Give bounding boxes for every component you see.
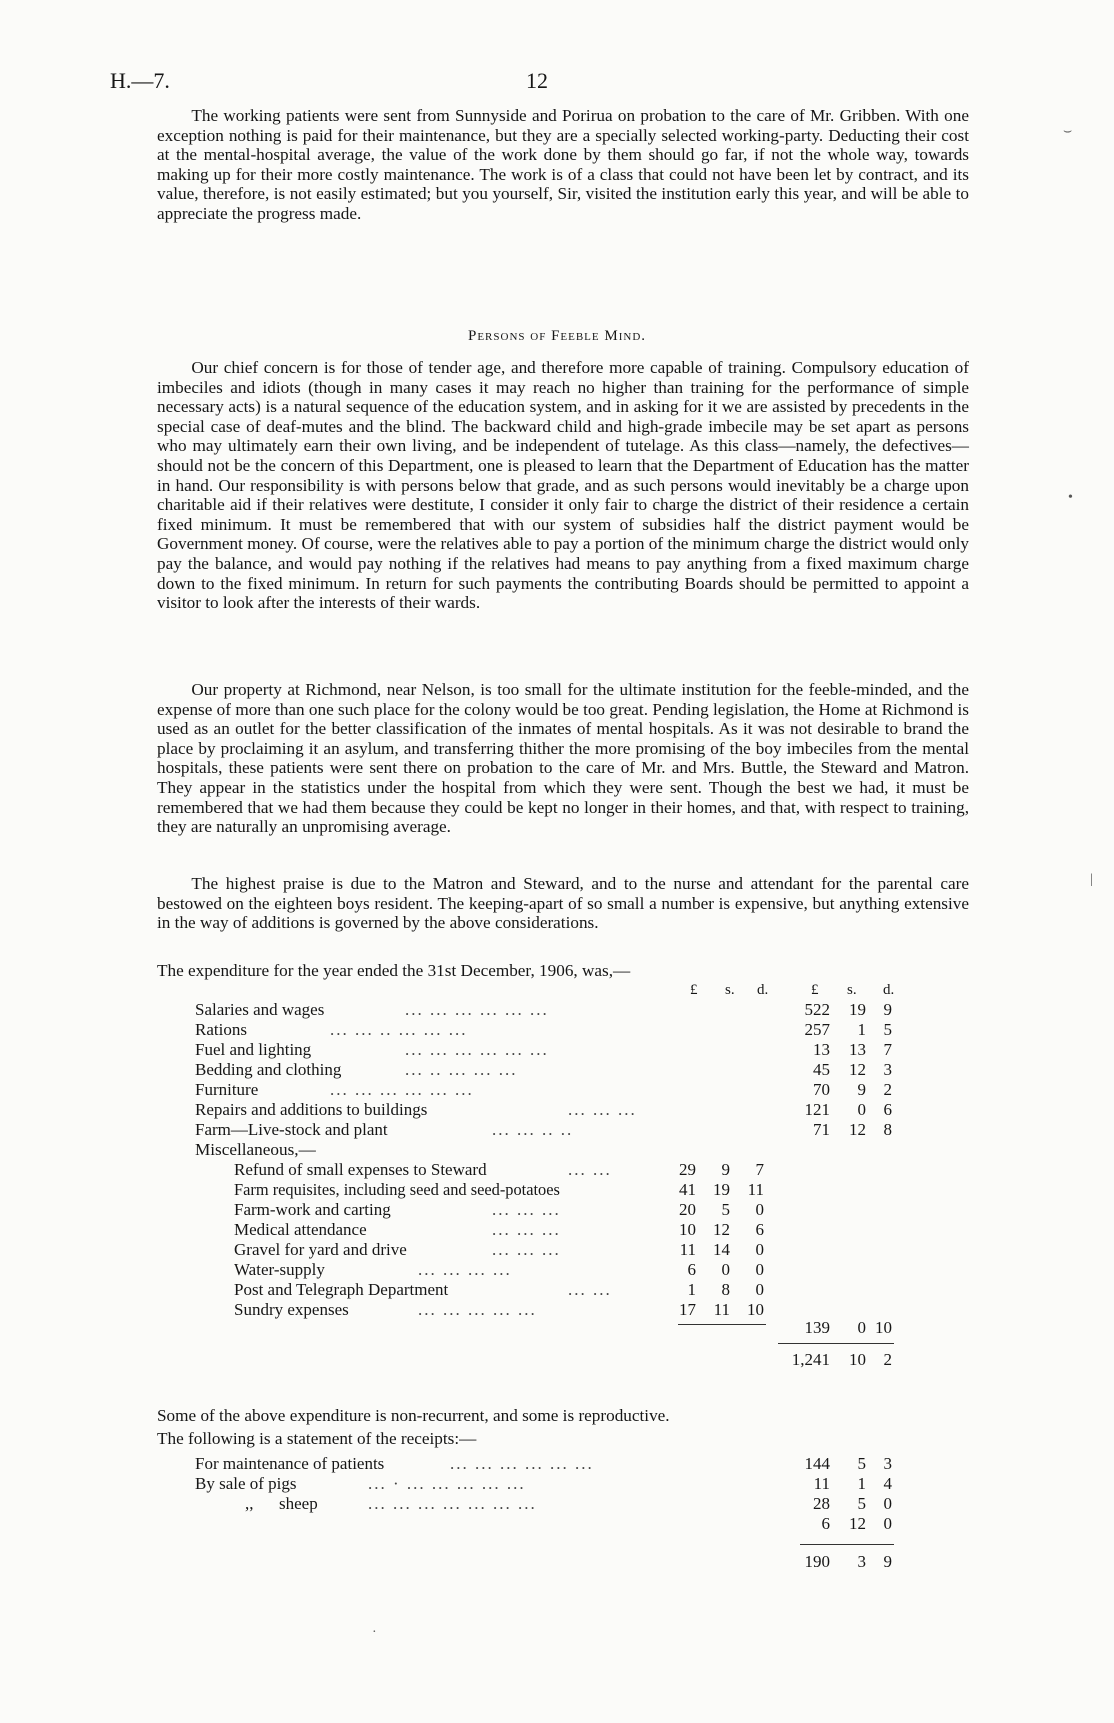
leader-dots: ... .. ... ... ... <box>405 1060 518 1079</box>
amount-shillings: 1 <box>857 1474 866 1493</box>
receipts-intro: The following is a statement of the receipts:— <box>157 1429 477 1448</box>
amount-pounds: 20 <box>679 1200 696 1219</box>
expenditure-row <box>0 1060 1114 1080</box>
amount-shillings: 1 <box>857 1020 866 1039</box>
amount-pounds: 11 <box>813 1474 830 1493</box>
expenditure-row <box>0 1120 1114 1140</box>
expenditure-row <box>0 1040 1114 1060</box>
item-label: Refund of small expenses to Steward <box>234 1160 487 1179</box>
misc-row <box>0 1220 1114 1240</box>
item-label: ,, sheep <box>245 1494 318 1513</box>
amount-pence: 7 <box>755 1160 764 1179</box>
amount-pounds: 13 <box>813 1040 830 1059</box>
grand-total-pence: 2 <box>883 1350 892 1369</box>
amount-shillings: 9 <box>721 1160 730 1179</box>
series-code: H.—7. <box>110 68 170 93</box>
receipt-row <box>0 1474 1114 1494</box>
leader-dots: ... ... ... ... <box>418 1260 512 1279</box>
col-head-shillings-total: s. <box>847 982 857 998</box>
item-label: Sundry expenses <box>234 1300 349 1319</box>
item-label: Farm-work and carting <box>234 1200 391 1219</box>
leader-dots: ... ... <box>568 1160 612 1179</box>
amount-pence: 10 <box>747 1300 764 1319</box>
paragraph-richmond: Our property at Richmond, near Nelson, is too small for the ultimate institution for the feeble-minded, and the expense of more than one such place for the colony would be too great. Pending legislation, the Home at Richmond is used as an outlet for the better classification of the inmates of mental hospitals. As it was not desirable to brand the place by proclaiming it an asylum, and transferring thither the more promising of the boy imbeciles from the mental hospitals, these patients were sent there on probation to the care of Mr. and Mrs. Buttle, the Steward and Matron. They appear in the statistics under the hospital from which they were sent. Though the best we had, it must be remembered that we had them because they could be kept no longer in their homes, and that, with respect to training, they are naturally an unpromising average. <box>157 680 969 837</box>
paragraph-working-patients: The working patients were sent from Sunnyside and Porirua on probation to the care of Mr. Gribben. With one exception nothing is paid for their maintenance, but they are a specially selected working-party. Deducting their cost at the mental-hospital average, the value of the work done by them should go far, if not the whole way, towards making up for their more costly maintenance. The work is of a class that could not have been let by contract, and its value, therefore, is not easily estimated; but you yourself, Sir, visited the institution early this year, and will be able to appreciate the progress made. <box>157 106 969 223</box>
amount-pence: 8 <box>883 1120 892 1139</box>
amount-shillings: 14 <box>713 1240 730 1259</box>
amount-pounds: 29 <box>679 1160 696 1179</box>
amount-pounds: 10 <box>679 1220 696 1239</box>
amount-pounds: 257 <box>804 1020 830 1039</box>
col-head-pounds-total: £ <box>811 982 819 998</box>
amount-shillings: 19 <box>849 1000 866 1019</box>
misc-total-row <box>0 1318 1114 1338</box>
amount-pence: 0 <box>755 1200 764 1219</box>
misc-row <box>0 1280 1114 1300</box>
col-head-pounds: £ <box>690 982 698 998</box>
amount-shillings: 5 <box>857 1454 866 1473</box>
section-heading: Persons of Feeble Mind. <box>467 328 647 344</box>
grand-total-pounds: 1,241 <box>791 1350 830 1369</box>
amount-shillings: 12 <box>849 1060 866 1079</box>
expenditure-row <box>0 1080 1114 1100</box>
receipts-rule <box>800 1544 894 1545</box>
leader-dots: ... ... ... <box>492 1240 561 1259</box>
amount-shillings: 5 <box>721 1200 730 1219</box>
expenditure-intro: The expenditure for the year ended the 31st December, 1906, was,— <box>157 961 631 980</box>
amount-pence: 6 <box>883 1100 892 1119</box>
amount-pounds: 522 <box>804 1000 830 1019</box>
amount-shillings: 19 <box>713 1180 730 1199</box>
leader-dots: ... ... .. .. <box>492 1120 574 1139</box>
leader-dots: ... ... ... <box>492 1220 561 1239</box>
amount-pence: 9 <box>883 1000 892 1019</box>
item-label: Furniture <box>195 1080 259 1099</box>
leader-dots: ... ... ... ... ... ... <box>450 1454 594 1473</box>
amount-pence: 0 <box>755 1240 764 1259</box>
amount-shillings: 12 <box>713 1220 730 1239</box>
col-head-shillings: s. <box>725 982 735 998</box>
amount-shillings: 0 <box>857 1100 866 1119</box>
amount-pounds: 41 <box>679 1180 696 1199</box>
amount-pounds: 121 <box>804 1100 830 1119</box>
amount-pounds: 70 <box>813 1080 830 1099</box>
leader-dots: ... ... ... ... ... <box>418 1300 537 1319</box>
col-head-pence: d. <box>757 982 769 998</box>
amount-pounds: 1 <box>687 1280 696 1299</box>
amount-pence: 3 <box>883 1060 892 1079</box>
grand-total-row <box>0 1350 1114 1370</box>
amount-shillings: 8 <box>721 1280 730 1299</box>
item-label: Gravel for yard and drive <box>234 1240 407 1259</box>
misc-row <box>0 1240 1114 1260</box>
misc-row <box>0 1160 1114 1180</box>
amount-pence: 0 <box>755 1260 764 1279</box>
amount-pounds: 45 <box>813 1060 830 1079</box>
amount-shillings: 13 <box>849 1040 866 1059</box>
misc-total-pence: 10 <box>875 1318 892 1337</box>
miscellaneous-label: Miscellaneous,— <box>195 1140 316 1159</box>
misc-total-pounds: 139 <box>804 1318 830 1337</box>
paragraph-feeble-mind: Our chief concern is for those of tender age, and therefore more capable of training. Compulsory education of imbeciles and idiots (though in many cases it may reach no higher than training for the performance of simple necessary acts) is a natural sequence of the education system, and in asking for it we are assisted by precedents in the special case of deaf-mutes and the blind. The backward child and high-grade imbecile may be set apart as persons who may ultimately earn their own living, and be independent of tutelage. As this class—namely, the defectives—should not be the concern of this Department, one is pleased to learn that the Department of Education has the matter in hand. Our responsibility is with persons below that grade, and as such persons would inevitably be a charge upon charitable aid if their relatives were destitute, I consider it only fair to charge the district of their residence a certain fixed minimum. It must be remembered that with our system of subsidies half the district payment would be Government money. Of course, were the relatives able to pay a portion of the minimum charge the district would only pay the balance, and would pay nothing if the relatives had means to pay anything from a fixed maximum charge down to the fixed minimum. In return for such payments the contributing Boards should be permitted to appoint a visitor to look after the interests of their wards. <box>157 358 969 613</box>
amount-pounds: 11 <box>679 1240 696 1259</box>
misc-row <box>0 1200 1114 1220</box>
leader-dots: ... ... ... ... ... ... <box>405 1000 549 1019</box>
margin-dot: · <box>372 1625 377 1640</box>
leader-dots: ... ... ... <box>568 1100 637 1119</box>
expenditure-row <box>0 1020 1114 1040</box>
amount-shillings: 0 <box>721 1260 730 1279</box>
amount-pounds: 17 <box>679 1300 696 1319</box>
amount-pence: 2 <box>883 1080 892 1099</box>
leader-dots: ... ... .. ... ... ... <box>330 1020 468 1039</box>
amount-pence: 7 <box>883 1040 892 1059</box>
expenditure-row <box>0 1100 1114 1120</box>
leader-dots: ... ... ... ... ... ... <box>330 1080 474 1099</box>
receipts-total-pence: 9 <box>883 1552 892 1571</box>
margin-mark: ⌣ <box>1063 124 1073 139</box>
item-label: Water-supply <box>234 1260 325 1279</box>
amount-shillings: 12 <box>849 1120 866 1139</box>
amount-pence: 5 <box>883 1020 892 1039</box>
amount-pence: 4 <box>883 1474 892 1493</box>
amount-pence: 11 <box>747 1180 764 1199</box>
paragraph-praise: The highest praise is due to the Matron and Steward, and to the nurse and attendant for the parental care bestowed on the eighteen boys resident. The keeping-apart of so small a number is expensive, but anything extensive in the way of additions is governed by the above considerations. <box>157 874 969 933</box>
item-label: Post and Telegraph Department <box>234 1280 449 1299</box>
receipts-total-shillings: 3 <box>857 1552 866 1571</box>
leader-dots: ... ... ... ... ... ... <box>405 1040 549 1059</box>
item-label: By sale of pigs <box>195 1474 297 1493</box>
item-label: Salaries and wages <box>195 1000 325 1019</box>
amount-pence: 0 <box>883 1494 892 1513</box>
amount-pounds: 144 <box>804 1454 830 1473</box>
amount-shillings: 5 <box>857 1494 866 1513</box>
leader-dots: ... ... <box>568 1280 612 1299</box>
item-label: Bedding and clothing <box>195 1060 342 1079</box>
page-number: 12 <box>526 68 548 93</box>
misc-row <box>0 1300 1114 1320</box>
margin-dot: • <box>1068 490 1073 505</box>
amount-pounds: 6 <box>821 1514 830 1533</box>
amount-shillings: 9 <box>857 1080 866 1099</box>
leader-dots: ... ... ... ... ... ... ... <box>368 1494 537 1513</box>
expenditure-row <box>0 1000 1114 1020</box>
amount-pence: 0 <box>755 1280 764 1299</box>
amount-pence: 3 <box>883 1454 892 1473</box>
receipt-row <box>0 1494 1114 1514</box>
grand-total-shillings: 10 <box>849 1350 866 1369</box>
item-label: Farm requisites, including seed and seed-potatoes <box>234 1180 560 1199</box>
item-label: Repairs and additions to buildings <box>195 1100 428 1119</box>
misc-total-shillings: 0 <box>857 1318 866 1337</box>
receipts-total-row <box>0 1552 1114 1572</box>
amount-shillings: 12 <box>849 1514 866 1533</box>
item-label: Fuel and lighting <box>195 1040 312 1059</box>
amount-pence: 0 <box>883 1514 892 1533</box>
receipt-row <box>0 1514 1114 1534</box>
expenditure-note: Some of the above expenditure is non-recurrent, and some is reproductive. <box>157 1406 670 1425</box>
amount-pence: 6 <box>755 1220 764 1239</box>
receipts-total-pounds: 190 <box>804 1552 830 1571</box>
amount-shillings: 11 <box>713 1300 730 1319</box>
leader-dots: ... ... ... <box>492 1200 561 1219</box>
item-label: Medical attendance <box>234 1220 367 1239</box>
misc-row <box>0 1260 1114 1280</box>
leader-dots: ... · ... ... ... ... ... <box>368 1474 526 1493</box>
amount-pounds: 28 <box>813 1494 830 1513</box>
item-label: For maintenance of patients <box>195 1454 385 1473</box>
margin-tick: | <box>1090 872 1093 887</box>
amount-pounds: 6 <box>687 1260 696 1279</box>
item-label: Rations <box>195 1020 247 1039</box>
misc-row <box>0 1180 1114 1200</box>
col-head-pence-total: d. <box>883 982 895 998</box>
receipt-row <box>0 1454 1114 1474</box>
total-rule <box>778 1343 894 1344</box>
amount-pounds: 71 <box>813 1120 830 1139</box>
item-label: Farm—Live-stock and plant <box>195 1120 388 1139</box>
